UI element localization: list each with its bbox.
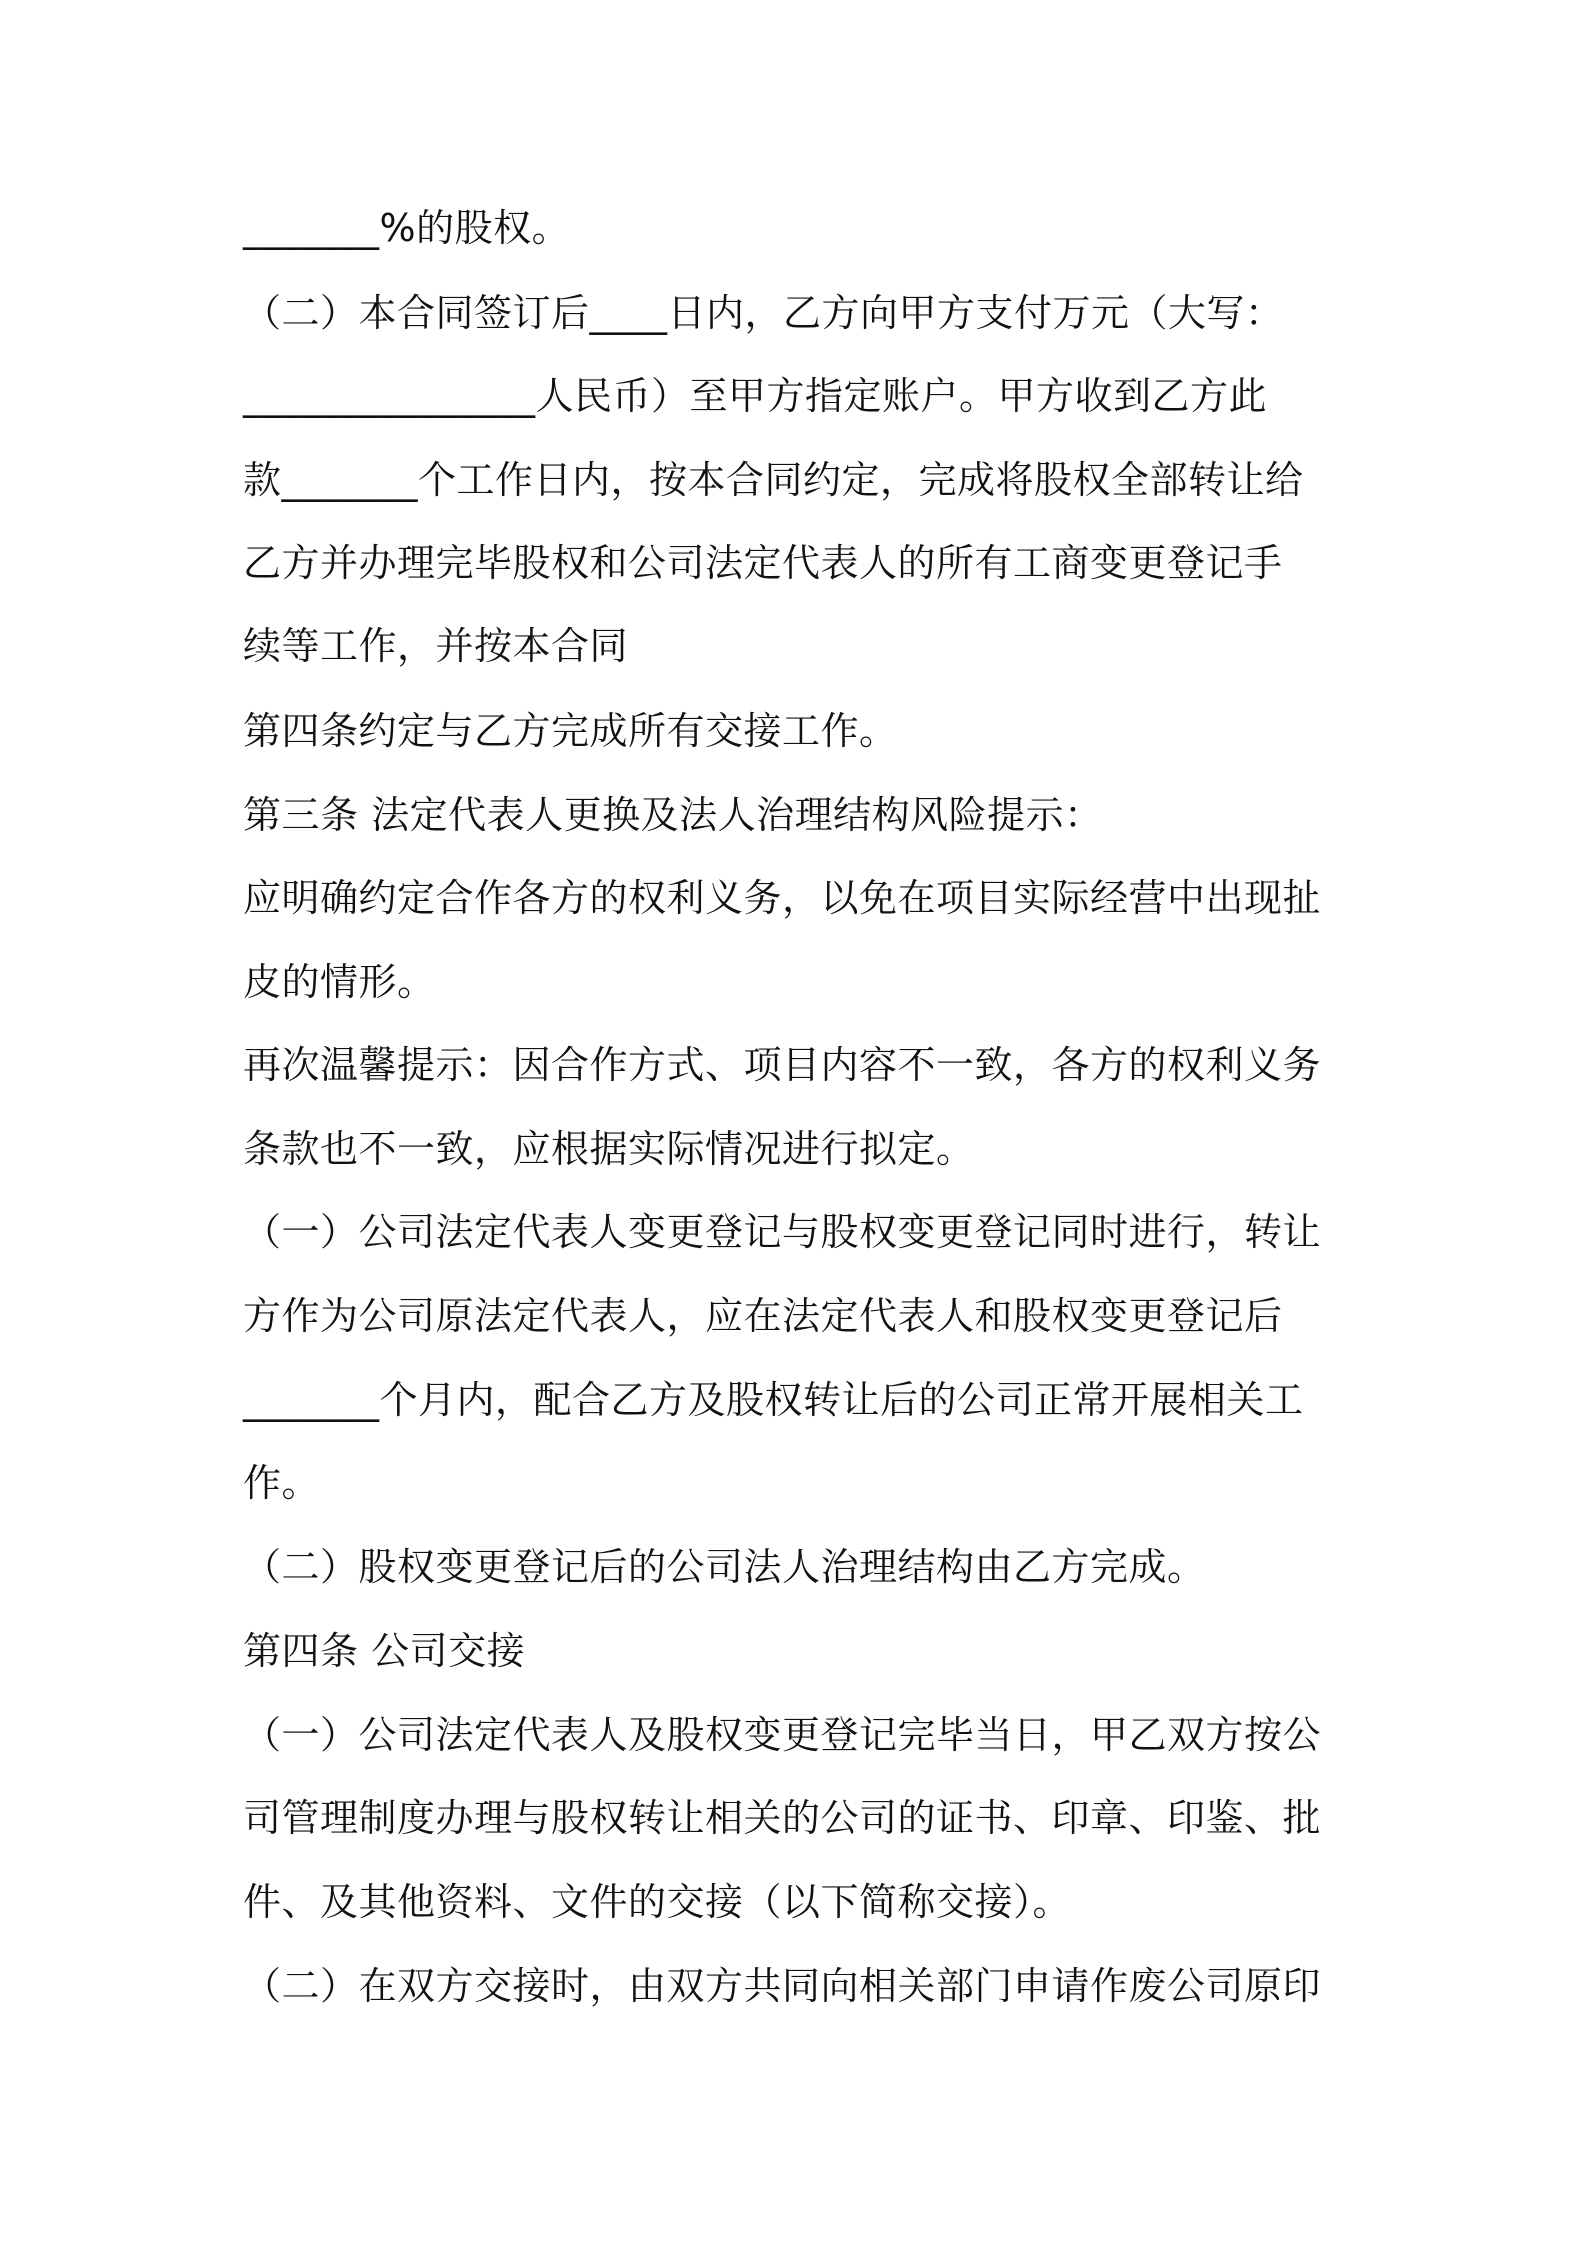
text-line: 再次温馨提示：因合作方式、项目内容不一致，各方的权利义务 (243, 1043, 1322, 1087)
text-line: 款_______个工作日内，按本合同约定，完成将股权全部转让给 (243, 458, 1304, 502)
text-line: _______________人民币）至甲方指定账户。甲方收到乙方此 (243, 374, 1268, 418)
text-line: 皮的情形。 (243, 960, 436, 1004)
text-line: 司管理制度办理与股权转让相关的公司的证书、印章、印鉴、批 (243, 1796, 1322, 1840)
text-line: （二）本合同签订后____日内，乙方向甲方支付万元（大写： (243, 291, 1284, 335)
text-line: 条款也不一致，应根据实际情况进行拟定。 (243, 1127, 975, 1171)
section-heading: 第三条 法定代表人更换及法人治理结构风险提示： (243, 793, 1103, 837)
text-line: 第四条约定与乙方完成所有交接工作。 (243, 709, 898, 753)
text-line: 乙方并办理完毕股权和公司法定代表人的所有工商变更登记手 (243, 541, 1283, 585)
text-line: _______%的股权。 (243, 206, 571, 250)
text-line: 件、及其他资料、文件的交接（以下简称交接）。 (243, 1880, 1072, 1924)
text-line: 作。 (243, 1461, 321, 1505)
text-line: （一）公司法定代表人及股权变更登记完毕当日，甲乙双方按公 (243, 1713, 1322, 1757)
text-line: 续等工作，并按本合同 (243, 624, 629, 668)
section-heading: 第四条 公司交接 (243, 1629, 526, 1673)
text-line: （二）股权变更登记后的公司法人治理结构由乙方完成。 (243, 1545, 1206, 1589)
text-line: （二）在双方交接时，由双方共同向相关部门申请作废公司原印 (243, 1964, 1322, 2008)
text-line: 应明确约定合作各方的权利义务，以免在项目实际经营中出现扯 (243, 876, 1322, 920)
text-line: 方作为公司原法定代表人，应在法定代表人和股权变更登记后 (243, 1294, 1283, 1338)
text-line: _______个月内，配合乙方及股权转让后的公司正常开展相关工 (243, 1378, 1304, 1422)
text-line: （一）公司法定代表人变更登记与股权变更登记同时进行，转让 (243, 1210, 1322, 1254)
